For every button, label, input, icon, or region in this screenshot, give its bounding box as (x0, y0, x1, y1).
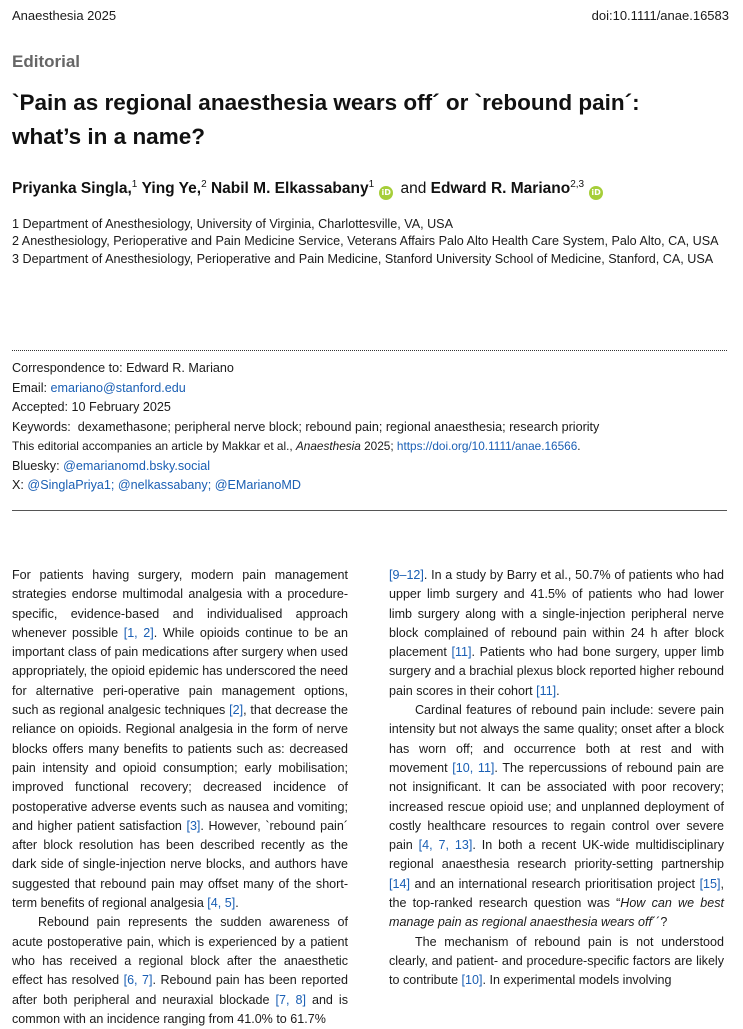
paragraph-continued: [9–12]. In a study by Barry et al., 50.7% of patients who had upper limb surgery and 41.5% of patients who had lower limb surgery along with a single-injection peripheral nerve block complained of rebound pain within 24 h after block placement [11]. Patients who had bone surgery, upper limb surgery and a brachial plexus block reported higher rebound pain scores in their cohort [11]. (389, 568, 725, 698)
author-name[interactable]: Priyanka Singla, (12, 180, 132, 197)
title-line-2: what’s in a name? (12, 124, 205, 149)
accompanies-line (12, 437, 727, 457)
citation-link[interactable]: [1, 2] (123, 625, 154, 640)
author-affil-sup: 2 (201, 178, 207, 190)
paragraph: The mechanism of rebound pain is not understood clearly, and patient- and procedure-specific factors are likely to contribute [10]. In experimental models involving (389, 934, 724, 988)
solid-divider (12, 510, 727, 511)
paragraph: For patients having surgery, modern pain management strategies endorse multimodal analgesia with a procedure-specific, evidence-based and individualised approach whenever possible [1, 2]. While opioids continue to be an important class of pain medications after surgery when used appropriately, the opioid epidemic has underscored the need for alternative peri-operative pain management options, such as regional analgesic techniques [2], that decrease the reliance on opioids. Regional analgesia in the form of nerve blocks offers many benefits to patients such as: decreased pain intensity and opioid consumption; early mobilisation; improved functional recovery; decreased incidence of postoperative adverse events such as nausea and vomiting; and higher patient satisfaction [3]. However, `rebound pain´ after block resolution has been described recently as the dark side of single-injection nerve blocks, and authors have suggested that rebound pain may offset many of the short-term benefits of regional analgesia [4, 5]. (12, 568, 348, 911)
accepted-date: Accepted: 10 February 2025 (12, 400, 171, 414)
orcid-icon[interactable]: iD (589, 186, 603, 200)
author-affil-sup: 2,3 (570, 178, 585, 190)
affiliation: 2 Anesthesiology, Perioperative and Pain Medicine Service, Veterans Affairs Palo Alto Health Care System, Palo Alto, CA, USA (12, 234, 719, 249)
paragraph-continues: and is common with an incidence ranging from 41.0% to 61.7% (12, 992, 348, 1026)
bluesky-label: Bluesky: (12, 458, 64, 473)
author-name[interactable]: Nabil M. Elkassabany (210, 180, 369, 197)
correspondence-block (12, 359, 727, 496)
doi[interactable]: doi:10.1111/anae.16583 (591, 8, 729, 23)
citation-link[interactable]: [4, 5] (207, 896, 236, 911)
email-line (12, 379, 727, 399)
dotted-divider (12, 350, 727, 351)
keywords: dexamethasone; peripheral nerve block; rebound pain; regional anaesthesia; research priority (77, 419, 600, 434)
keywords-label: Keywords: (12, 419, 71, 434)
bluesky-line (12, 457, 727, 477)
paragraph: Rebound pain represents the sudden awareness of acute postoperative pain, which is experienced by a patient who has received a regional block after the anaesthetic effect has resolved [6, 7]. Rebound pain has been reported after both peripheral and neuraxial blockade [7, 8] and is common with an incidence ranging from 41.0% to 61.7% (12, 915, 348, 1026)
affiliations (12, 216, 727, 268)
paragraph: Cardinal features of rebound pain include: severe pain intensity but not always the same quality; onset after a block has worn off; and occurrence both at rest and with movement [10, 11]. The repercussions of rebound pain are not insignificant. It can be associated with poor recovery; increased rescue opioid use; and unplanned deployment of costly healthcare resources to regain control over severe pain [4, 7, 13]. In both a recent UK-wide multidisciplinary regional anaesthesia research priority-setting partnership [14] and an international research prioritisation project [15], the top-ranked research question was “How can we best manage pain as regional anaesthesia wears off´´? (389, 703, 724, 930)
accompanies-end: . (577, 439, 581, 453)
accompanies-text: This editorial accompanies an article by Makkar et al., (12, 439, 296, 453)
citation-link[interactable]: [14] (389, 876, 410, 891)
citation-link[interactable]: [9–12] (389, 568, 424, 582)
citation-link[interactable]: [11] (536, 683, 557, 698)
authors-and: and (400, 180, 427, 197)
research-question-quote: How can we best manage pain as regional anaesthesia wears off (389, 896, 724, 930)
orcid-icon[interactable]: iD (379, 186, 393, 200)
article-title (12, 86, 727, 154)
author-name[interactable]: Ying Ye, (141, 180, 202, 197)
x-handles-link[interactable]: @SinglaPriya1; @nelkassabany; @EMarianoMD (27, 478, 301, 492)
citation-link[interactable]: [2] (229, 703, 244, 718)
citation-link[interactable]: [4, 7, 13] (418, 838, 473, 853)
correspondence: Correspondence to: Edward R. Mariano (12, 361, 234, 375)
journal-name: Anaesthesia (295, 439, 361, 453)
citation-link[interactable]: [3] (186, 818, 201, 833)
author-name[interactable]: Edward R. Mariano (430, 180, 571, 197)
keywords-line (12, 418, 727, 438)
affiliation: 1 Department of Anesthesiology, University of Virginia, Charlottesville, VA, USA (12, 217, 453, 231)
x-label: X: (12, 478, 28, 492)
citation-link[interactable]: [15] (699, 876, 721, 891)
title-line-1: `Pain as regional anaesthesia wears off´ or `rebound pain´: (12, 90, 640, 115)
section-label: Editorial (12, 52, 81, 71)
related-article-link[interactable]: https://doi.org/10.1111/anae.16566 (396, 439, 578, 453)
email-link[interactable]: emariano@stanford.edu (50, 380, 186, 395)
email-label: Email: (12, 380, 51, 395)
journal-year: Anaesthesia 2025 (12, 8, 117, 23)
citation-link[interactable]: [11] (451, 645, 472, 660)
citation-link[interactable]: [6, 7] (123, 973, 153, 988)
bluesky-link[interactable]: @emarianomd.bsky.social (63, 458, 211, 473)
author-affil-sup: 1 (368, 178, 375, 190)
citation-link[interactable]: [10] (461, 973, 483, 988)
body-column-left (12, 566, 348, 1029)
x-line (12, 476, 727, 496)
affiliation: 3 Department of Anesthesiology, Perioperative and Pain Medicine, Stanford University School of Medicine, Stanford, CA, USA (12, 251, 714, 266)
body-column-right (389, 566, 724, 991)
author-affil-sup: 1 (131, 178, 138, 190)
citation-link[interactable]: [10, 11] (452, 760, 495, 775)
author-list (12, 178, 727, 200)
citation-link[interactable]: [7, 8] (275, 992, 306, 1007)
accompanies-year: 2025; (360, 439, 397, 453)
